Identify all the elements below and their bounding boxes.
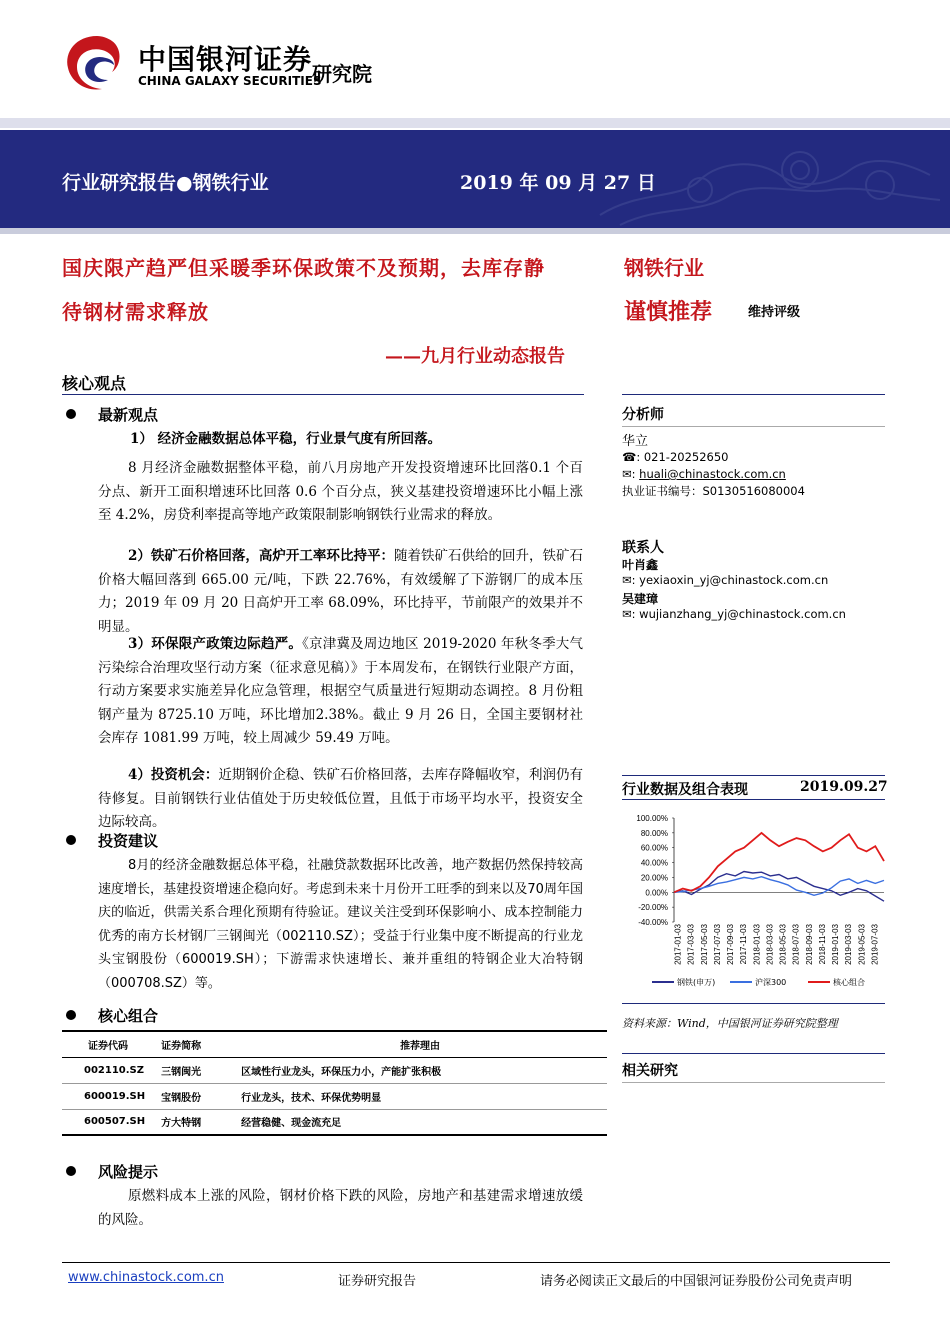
y-tick-label: 20.00%: [640, 873, 668, 883]
table-cell: 宝钢股份: [161, 1092, 202, 1104]
x-tick-label: 2018-07-03: [791, 924, 801, 965]
portfolio-heading: 核心组合: [98, 1007, 159, 1025]
logo-text-cn: 中国银河证券: [138, 43, 313, 76]
galaxy-logo-icon: [62, 32, 132, 94]
bullet-icon: [66, 1166, 76, 1176]
latest-p1-body: 8 月经济金融数据整体平稳，前八月房地产开发投资增速环比回落0.1 个百分点、新开工面积增速环比回落 0.6 个百分点，狭义基建投资增速环比小幅上涨至 4.2%，房贷利率提高等地产政策限制影响钢铁行业需求的释放。: [98, 460, 583, 523]
logo-text-en: CHINA GALAXY SECURITIES: [138, 74, 322, 88]
bullet-icon: [66, 1010, 76, 1020]
table-cell: 行业龙头，技术、环保优势明显: [241, 1092, 382, 1104]
y-tick-label: 100.00%: [636, 814, 668, 823]
contact1-name: 叶肖鑫: [622, 558, 659, 572]
analyst-email-row: [622, 467, 786, 481]
contact2-email[interactable]: wujianzhang_yj@chinastock.com.cn: [639, 607, 846, 621]
chart-rule-top: [622, 775, 885, 776]
table-cell: 600507.SH: [84, 1116, 146, 1128]
y-tick-label: -40.00%: [638, 918, 668, 927]
contact1-email[interactable]: yexiaoxin_yj@chinastock.com.cn: [639, 573, 829, 587]
industry-label: 钢铁行业: [624, 256, 704, 280]
x-tick-label: 2019-01-03: [831, 924, 841, 965]
series-line: [674, 872, 884, 902]
mail-icon: ✉:: [622, 607, 636, 621]
analyst-name: 华立: [622, 434, 649, 449]
table-cell: 经营稳健、现金流充足: [241, 1118, 342, 1130]
x-tick-label: 2017-11-03: [739, 924, 749, 965]
report-subtitle: ——九月行业动态报告: [385, 346, 565, 367]
chart-rule-bottom: [622, 1003, 885, 1004]
phone-icon: ☎:: [622, 450, 641, 464]
x-tick-label: 2017-03-03: [686, 924, 696, 965]
table-cell: 三钢闽光: [161, 1066, 202, 1078]
analyst-heading: 分析师: [622, 407, 664, 423]
table-header-row: [62, 1031, 607, 1057]
section-title: 核心观点: [62, 374, 127, 393]
contact2-name: 吴建璋: [622, 592, 659, 606]
x-tick-label: 2018-03-03: [765, 924, 775, 965]
x-tick-label: 2019-07-03: [870, 924, 880, 965]
advice-heading: 投资建议: [98, 832, 159, 850]
report-title-line2: 待钢材需求释放: [62, 300, 209, 324]
analyst-phone: 021-20252650: [643, 450, 729, 464]
contact2-email-row: [622, 607, 846, 621]
latest-p4-body: 近期钢价企稳、铁矿石价格回落，去库存降幅收窄，利润仍有待修复。目前钢铁行业估值处于历史较低位置，且低于市场平均水平，投资安全边际较高。: [98, 767, 583, 830]
x-tick-label: 2018-01-03: [752, 924, 762, 965]
bullet-icon: [66, 409, 76, 419]
analyst-rule: [622, 426, 885, 427]
related-rule: [622, 1053, 885, 1054]
institute-label: 研究院: [312, 62, 372, 86]
table-cell: 方大特钢: [161, 1118, 202, 1130]
y-tick-label: 60.00%: [640, 843, 668, 853]
latest-p4: [98, 764, 583, 835]
table-cell: 600019.SH: [84, 1090, 146, 1102]
chart-date: 2019.09.27: [800, 779, 888, 795]
section-rule: [62, 394, 584, 395]
table-header: 证券简称: [161, 1040, 202, 1052]
x-tick-label: 2017-01-03: [673, 924, 683, 965]
footer-mid: 证券研究报告: [338, 1274, 417, 1289]
x-tick-label: 2018-05-03: [778, 924, 788, 965]
series-line: [674, 833, 884, 892]
legend-label: 核心组合: [833, 978, 865, 987]
latest-p4-title: 4）投资机会：: [128, 767, 219, 783]
footer-link[interactable]: www.chinastock.com.cn: [68, 1270, 224, 1285]
bullet-icon: [66, 835, 76, 845]
related-heading: 相关研究: [622, 1063, 678, 1079]
portfolio-table: [62, 1030, 607, 1136]
latest-p2-title: 2）铁矿石价格回落，高炉开工率环比持平：: [128, 548, 394, 564]
footer-rule: [62, 1262, 890, 1263]
y-tick-label: 80.00%: [640, 828, 668, 838]
chart-heading: 行业数据及组合表现: [622, 782, 748, 798]
analyst-cert: 执业证书编号：S0130516080004: [622, 484, 805, 498]
legend-label: 钢铁(申万): [677, 978, 716, 987]
table-header: 推荐理由: [400, 1040, 441, 1052]
header-band-bottom: [0, 228, 950, 234]
rating-note: 维持评级: [748, 305, 801, 320]
latest-p3: [98, 633, 583, 751]
chart-svg: [622, 810, 885, 995]
mail-icon: ✉:: [622, 573, 636, 587]
latest-heading: 最新观点: [98, 406, 159, 424]
chart-source: 资料来源：Wind，中国银河证券研究院整理: [622, 1017, 838, 1030]
legend-label: 沪深300: [755, 978, 787, 987]
footer-right: 请务必阅读正文最后的中国银河证券股份公司免责声明: [540, 1274, 853, 1289]
band-date: 2019 年 09 月 27 日: [460, 172, 656, 194]
x-tick-label: 2017-05-03: [699, 924, 709, 965]
chart-rule-mid: [622, 799, 885, 800]
x-tick-label: 2018-09-03: [804, 924, 814, 965]
risk-body: 原燃料成本上涨的风险，钢材价格下跌的风险，房地产和基建需求增速放缓的风险。: [98, 1188, 583, 1228]
latest-p1-title: 1） 经济金融数据总体平稳，行业景气度有所回落。: [130, 431, 442, 447]
table-cell: 002110.SZ: [84, 1064, 144, 1076]
analyst-email[interactable]: huali@chinastock.com.cn: [639, 467, 786, 481]
rating-label: 谨慎推荐: [624, 299, 713, 325]
contact1-email-row: [622, 573, 828, 587]
contact-heading: 联系人: [622, 540, 664, 556]
report-title-line1: 国庆限产趋严但采暖季环保政策不及预期，去库存静: [62, 256, 545, 280]
latest-p2: [98, 545, 583, 639]
table-cell: 区域性行业龙头，环保压力小，产能扩张积极: [241, 1066, 442, 1078]
x-tick-label: 2019-03-03: [844, 924, 854, 965]
y-tick-label: 0.00%: [645, 888, 668, 898]
mail-icon: ✉:: [622, 467, 636, 481]
latest-p2-body: 随着铁矿石供给的回升，铁矿石价格大幅回落到 665.00 元/吨，下跌 22.76%，有效缓解了下游钢厂的成本压力；2019 年 09 月 20 日高炉开工率 68.09%，环比持平，节前限产的效果并不明显。: [98, 548, 583, 635]
y-tick-label: 40.00%: [640, 858, 668, 868]
x-tick-label: 2017-07-03: [712, 924, 722, 965]
advice-body: 8月的经济金融数据总体平稳，社融贷款数据环比改善，地产数据仍然保持较高速度增长，基建投资增速企稳向好。考虑到未来十月份开工旺季的到来以及70周年国庆的临近，供需关系合理化预期有待验证。建议关注受到环保影响小、成本控制能力优秀的南方长材钢厂三钢闽光（002110.SZ）；受益于行业集中度不断提高的行业龙头宝钢股份（600019.SH）；下游需求快速增长、兼并重组的特钢企业大冶特钢（000708.SZ）等。: [98, 858, 583, 991]
table-row: [62, 1083, 607, 1109]
latest-p3-title: 3）环保限产政策边际趋严。: [128, 636, 303, 652]
x-tick-label: 2018-11-03: [817, 924, 827, 965]
logo-mark: [62, 32, 132, 94]
latest-p3-body: 《京津冀及周边地区 2019-2020 年秋冬季大气污染综合治理攻坚行动方案（征求意见稿）》于本周发布，在钢铁行业限产方面，行动方案要求实施差异化应急管理，根据空气质量进行短期动态调控。8 月份粗钢产量为 8725.10 万吨，环比增加2.38%。截止 9 月 26 日，全国主要钢材社会库存 1081.99 万吨，较上周减少 59.49 万吨。: [98, 636, 583, 746]
right-rule-top: [622, 394, 885, 395]
table-row: [62, 1057, 607, 1083]
x-tick-label: 2019-05-03: [857, 924, 867, 965]
band-title: 行业研究报告●钢铁行业: [62, 172, 269, 194]
performance-chart: [622, 810, 885, 995]
risk-heading: 风险提示: [98, 1163, 159, 1181]
header-band-shadow: [0, 118, 950, 128]
x-tick-label: 2017-09-03: [726, 924, 736, 965]
table-row: [62, 1109, 607, 1135]
table-header: 证券代码: [88, 1040, 128, 1052]
analyst-phone-row: [622, 450, 729, 464]
header-band: [0, 130, 950, 230]
y-tick-label: -20.00%: [638, 903, 668, 913]
related-rule-under: [622, 1082, 885, 1083]
portfolio-table-wrap: [62, 1030, 607, 1136]
